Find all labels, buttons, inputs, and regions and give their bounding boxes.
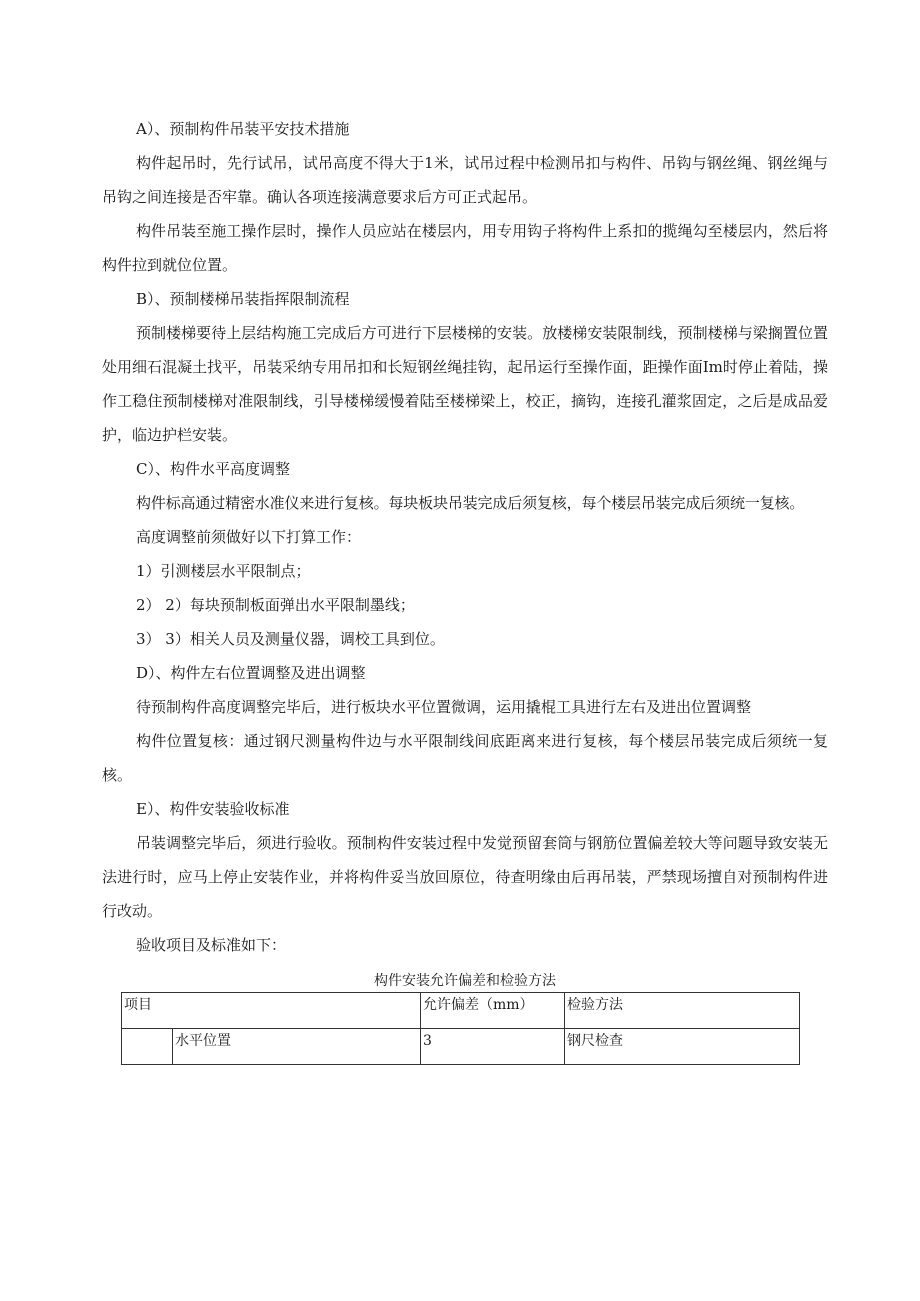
cell-item: 水平位置: [173, 1029, 421, 1065]
section-e-paragraph-2: 验收项目及标准如下：: [136, 936, 287, 954]
section-a-paragraph-1: 构件起吊时，先行试吊，试吊高度不得大于1米，试吊过程中检测吊扣与构件、吊钩与钢丝绳、钢丝绳与吊钩之间连接是否牢靠。确认各项连接满意要求后方可正式起吊。: [102, 154, 828, 206]
section-c-paragraph-2: 高度调整前须做好以下打算工作：: [136, 528, 362, 546]
section-d-paragraph-2: 构件位置复核：通过钢尺测量构件边与水平限制线间底距离来进行复核，每个楼层吊装完成后须统一复核。: [102, 732, 828, 784]
section-d-title: D）、构件左右位置调整及进出调整: [136, 664, 366, 682]
section-b-paragraph-1: 预制楼梯要待上层结构施工完成后方可进行下层楼梯的安装。放楼梯安装限制线，预制楼梯与梁搁置位置处用细石混凝土找平，吊装采纳专用吊扣和长短钢丝绳挂钩，起吊运行至操作面，距操作面Im时停止着陆，操作工稳住预制楼梯对准限制线，引导楼梯缓慢着陆至楼梯梁上，校正，摘钩，连接孔灌浆固定，之后是成品爱护，临边护栏安装。: [102, 324, 828, 444]
section-c-list-item-2: 2） 2）每块预制板面弹出水平限制墨线；: [136, 596, 415, 614]
section-c-list-item-1: 1）引测楼层水平限制点；: [136, 562, 311, 580]
section-c-paragraph-1: 构件标高通过精密水准仪来进行复核。每块板块吊装完成后须复核，每个楼层吊装完成后须统一复核。: [136, 494, 805, 512]
cell-group: [122, 1029, 173, 1065]
section-c-title: C）、构件水平高度调整: [136, 460, 290, 478]
section-a-paragraph-2: 构件吊装至施工操作层时，操作人员应站在楼层内，用专用钩子将构件上系扣的揽绳勾至楼层内，然后将构件拉到就位位置。: [102, 222, 828, 274]
cell-method: 钢尺检查: [565, 1029, 800, 1065]
section-c-list-item-3: 3） 3）相关人员及测量仪器，调校工具到位。: [136, 630, 445, 648]
tolerance-table-wrapper: [121, 992, 799, 1065]
tolerance-table: [121, 992, 800, 1065]
header-item: 项目: [122, 993, 421, 1029]
section-e-title: E）、构件安装验收标准: [136, 800, 290, 818]
table-header-row: [122, 993, 800, 1029]
cell-tolerance: 3: [421, 1029, 565, 1065]
section-b-title: B）、预制楼梯吊装指挥限制流程: [136, 290, 350, 308]
table-caption: 构件安装允许偏差和检验方法: [374, 973, 556, 989]
header-tolerance: 允许偏差（mm）: [421, 993, 565, 1029]
header-method: 检验方法: [565, 993, 800, 1029]
section-a-title: A）、预制构件吊装平安技术措施: [136, 120, 350, 138]
section-d-paragraph-1: 待预制构件高度调整完毕后，进行板块水平位置微调，运用撬棍工具进行左右及进出位置调整: [136, 698, 752, 716]
section-e-paragraph-1: 吊装调整完毕后，须进行验收。预制构件安装过程中发觉预留套筒与钢筋位置偏差较大等问题导致安装无法进行时，应马上停止安装作业，并将构件妥当放回原位，待查明缘由后再吊装，严禁现场擅自对预制构件进行改动。: [102, 834, 828, 920]
document-page: [102, 112, 828, 1065]
table-row: [122, 1029, 800, 1065]
